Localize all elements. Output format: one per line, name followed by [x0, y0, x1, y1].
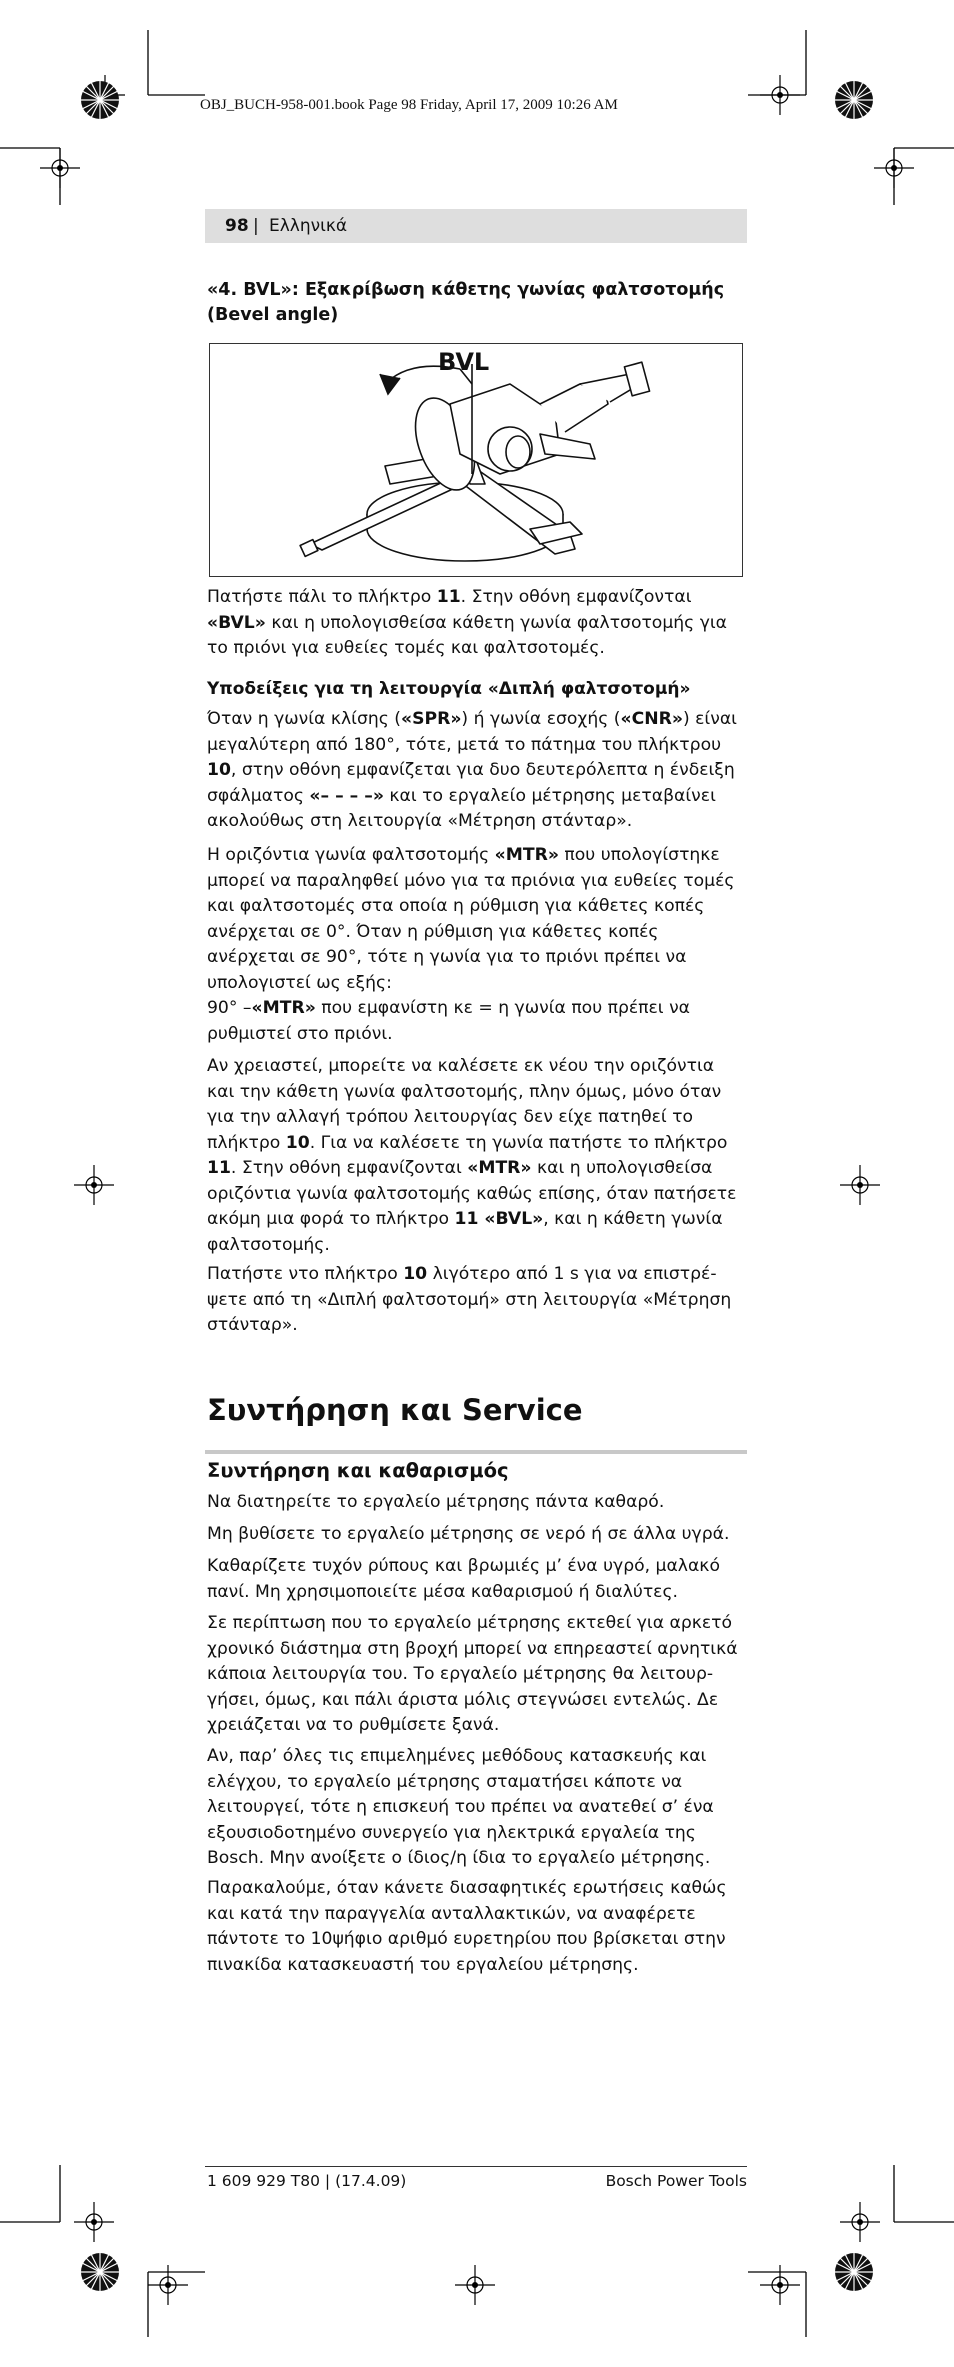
paragraph: Όταν η γωνία κλίσης («SPR») ή γωνία εσοχής («CNR») είναι μεγαλύτερη από 180°, τότε, μετά το πάτημα του πλήκτρου 10, στην οθόνη εμφανίζεται για δυο δευτερόλεπτα η ένδειξη σφάλματος «– – – –» και το εργαλείο μέτρησης μεταβαίνει ακολούθως στη λειτουργία «Μέτρηση στάνταρ». [207, 709, 737, 831]
tips-title: Υποδείξεις για τη λειτουργία «Διπλή φαλτσοτομή» [207, 679, 691, 699]
footer-rule [205, 2166, 747, 2167]
section-title-line: (Bevel angle) [207, 305, 339, 325]
registration-target-icon [74, 1165, 114, 1205]
footer-brand: Bosch Power Tools [605, 2172, 747, 2190]
paragraph: Καθαρίζετε τυχόν ρύπους και βρωμιές μ’ ένα υγρό, μαλακό πανί. Μη χρησιμοποιείτε μέσα καθαρισμού ή διαλύτες. [207, 1556, 720, 1602]
footer-doc-number: 1 609 929 T80 | (17.4.09) [207, 2172, 407, 2190]
paragraph: Η οριζόντια γωνία φαλτσοτομής «MTR» που υπολογίστηκε μπορεί να παραληφθεί μόνο για τα πριόνια για ευθείες τομές και φαλτσοτομές στα οποία η ρύθμιση για κάθετες κοπές ανέρχεται σε 0°. Όταν η ρύθμιση για κάθετες κοπές ανέρχεται σε 90°, τότε η γωνία για το πριόνι πρέπει να υπολογιστεί ως εξής: 90° –«MTR» που εμφανίστη κε = η γωνία που πρέπει να ρυθμιστεί στο πριόνι. [207, 845, 735, 1044]
starburst-target-icon [80, 2252, 120, 2292]
figure-label: BVL [438, 348, 490, 376]
subsection-heading: Συντήρηση και καθαρισμός [207, 1459, 509, 1482]
registration-target-icon [148, 2265, 188, 2305]
header-language: Ελληνικά [269, 216, 348, 236]
registration-target-icon [840, 1165, 880, 1205]
registration-target-icon [760, 75, 800, 115]
paragraph: Να διατηρείτε το εργαλείο μέτρησης πάντα καθαρό. [207, 1492, 665, 1512]
paragraph: Αν χρειαστεί, μπορείτε να καλέσετε εκ νέου την οριζόντια και την κάθετη γωνία φαλτσοτομής, πλην όμως, μόνο όταν για την αλλαγή τρόπου λειτουργίας δεν είχε πατηθεί το πλήκτρο 10. Για να καλέσετε τη γωνία πατήστε το πλήκτρο 11. Στην οθόνη εμφανίζονται «MTR» και η υπολογισθείσα οριζόντια γωνία φαλτσοτομής καθώς επίσης, όταν πατήσετε ακόμη μια φορά το πλήκτρο 11 «BVL», και η κάθετη γωνία φαλτσοτομής. [207, 1056, 737, 1255]
paragraph: Σε περίπτωση που το εργαλείο μέτρησης εκτεθεί για αρκετό χρονικό διάστημα στη βροχή μπορεί να επηρεαστεί αρνητικά κάποια λειτουργία του. Το εργαλείο μέτρησης θα λειτουρ- γήσει, όμως, και πάλι άριστα μόλις στεγνώσει εντελώς. Δε χρειάζεται να το ρυθμίσετε ξανά. [207, 1613, 738, 1735]
registration-target-icon [760, 2265, 800, 2305]
starburst-target-icon [834, 2252, 874, 2292]
section-title [207, 278, 747, 328]
section-heading: Συντήρηση και Service [207, 1393, 583, 1427]
starburst-target-icon [80, 80, 120, 120]
header-separator: | [253, 216, 259, 236]
registration-target-icon [40, 148, 80, 188]
paragraph: Πατήστε πάλι το πλήκτρο 11. Στην οθόνη εμφανίζονται «BVL» και η υπολογισθείσα κάθετη γωνία φαλτσοτομής για το πριόνι για ευθείες τομές και φαλτσοτομές. [207, 587, 728, 658]
paragraph: Μη βυθίσετε το εργαλείο μέτρησης σε νερό ή σε άλλα υγρά. [207, 1524, 730, 1544]
miter-saw-illustration [210, 344, 741, 575]
page-number: 98 [225, 216, 249, 236]
paragraph: Αν, παρ’ όλες τις επιμελημένες μεθόδους κατασκευής και ελέγχου, το εργαλείο μέτρησης σταματήσει κάποτε να λειτουργεί, τότε η επισκευή του πρέπει να ανατεθεί σ’ ένα εξουσιοδοτημένο συνεργείο για ηλεκτρικά εργαλεία της Bosch. Μην ανοίξετε ο ίδιος/η ίδια το εργαλείο μέτρησης. [207, 1746, 714, 1868]
paragraph: Παρακαλούμε, όταν κάνετε διασαφητικές ερωτήσεις καθώς και κατά την παραγγελία ανταλλακτικών, να αναφέρετε πάντοτε το 10ψήφιο αριθμό ευρετηρίου που βρίσκεται στην πινακίδα κατασκευαστή του εργαλείου μέτρησης. [207, 1878, 727, 1975]
registration-target-icon [874, 148, 914, 188]
figure-frame [209, 343, 743, 577]
registration-target-icon [840, 2202, 880, 2242]
paragraph: Πατήστε ντο πλήκτρο 10 λιγότερο από 1 s για να επιστρέ- ψετε από τη «Διπλή φαλτσοτομή» στη λειτουργία «Μέτρηση στάνταρ». [207, 1264, 732, 1335]
registration-target-icon [455, 2265, 495, 2305]
starburst-target-icon [834, 80, 874, 120]
section-rule [205, 1450, 747, 1454]
section-title-line: «4. BVL»: Εξακρίβωση κάθετης γωνίας φαλτσοτομής [207, 280, 725, 300]
page-header-bar [205, 209, 747, 243]
print-slug: OBJ_BUCH-958-001.book Page 98 Friday, April 17, 2009 10:26 AM [200, 97, 618, 113]
registration-target-icon [74, 2202, 114, 2242]
